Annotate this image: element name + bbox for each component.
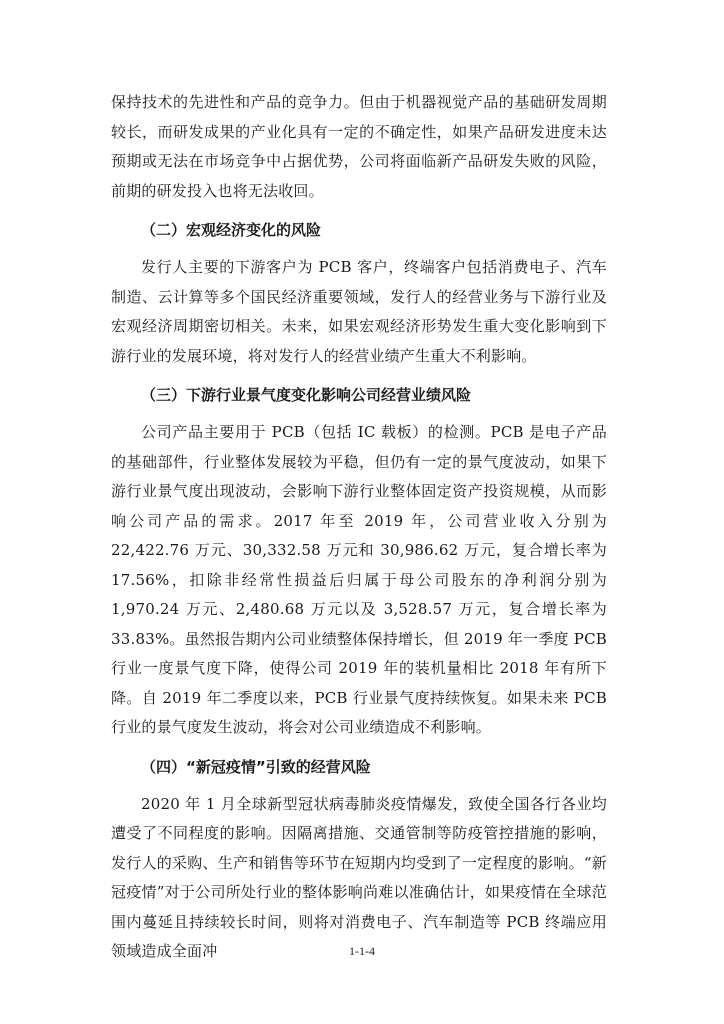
section-paragraph-macro-economy: 发行人主要的下游客户为 PCB 客户，终端客户包括消费电子、汽车制造、云计算等多个国民经济重要领域，发行人的经营业务与下游行业及宏观经济周期密切相关。未来，如果宏观经济形势发生重大变化影响到下游行业的发展环境，将对发行人的经营业绩产生重大不利影响。 <box>111 258 607 365</box>
section-heading-downstream-industry: （三）下游行业景气度变化影响公司经营业绩风险 <box>141 386 472 404</box>
page-number: 1-1-4 <box>349 944 375 958</box>
intro-paragraph: 保持技术的先进性和产品的竞争力。但由于机器视觉产品的基础研发周期较长，而研发成果的产业化具有一定的不确定性，如果产品研发进度未达预期或无法在市场竞争中占据优势，公司将面临新产品研发失败的风险，前期的研发投入也将无法收回。 <box>111 93 607 200</box>
section-heading-covid: （四）“新冠疫情”引致的经营风险 <box>141 757 371 776</box>
section-paragraph-covid: 2020 年 1 月全球新型冠状病毒肺炎疫情爆发，致使全国各行各业均遭受了不同程度的影响。因隔离措施、交通管制等防疫管控措施的影响，发行人的采购、生产和销售等环节在短期内均受到了一定程度的影响。“新冠疫情”对于公司所处行业的整体影响尚难以准确估计，如果疫情在全球范围内蔓延且持续较长时间，则将对消费电子、汽车制造等 PCB 终端应用领域造成全面冲 <box>111 794 607 960</box>
page-body <box>111 88 607 967</box>
section-heading-macro-economy: （二）宏观经济变化的风险 <box>141 221 322 239</box>
section-paragraph-downstream-industry: 公司产品主要用于 PCB（包括 IC 载板）的检测。PCB 是电子产品的基础部件，行业整体发展较为平稳，但仍有一定的景气度波动，如果下游行业景气度出现波动，会影响下游行业整体固定资产投资规模，从而影响公司产品的需求。2017 年至 2019 年，公司营业收入分别为 22,422.76 万元、30,332.58 万元和 30,986.62 万元，复合增长率为 17.56%，扣除非经常性损益后归属于母公司股东的净利润分别为 1,970.24 万元、2,480.68 万元以及 3,528.57 万元，复合增长率为 33.83%。虽然报告期内公司业绩整体保持增长，但 2019 年一季度 PCB 行业一度景气度下降，使得公司 2019 年的装机量相比 2018 年有所下降。自 2019 年二季度以来，PCB 行业景气度持续恢复。如果未来 PCB 行业的景气度发生波动，将会对公司业绩造成不利影响。 <box>111 423 607 736</box>
